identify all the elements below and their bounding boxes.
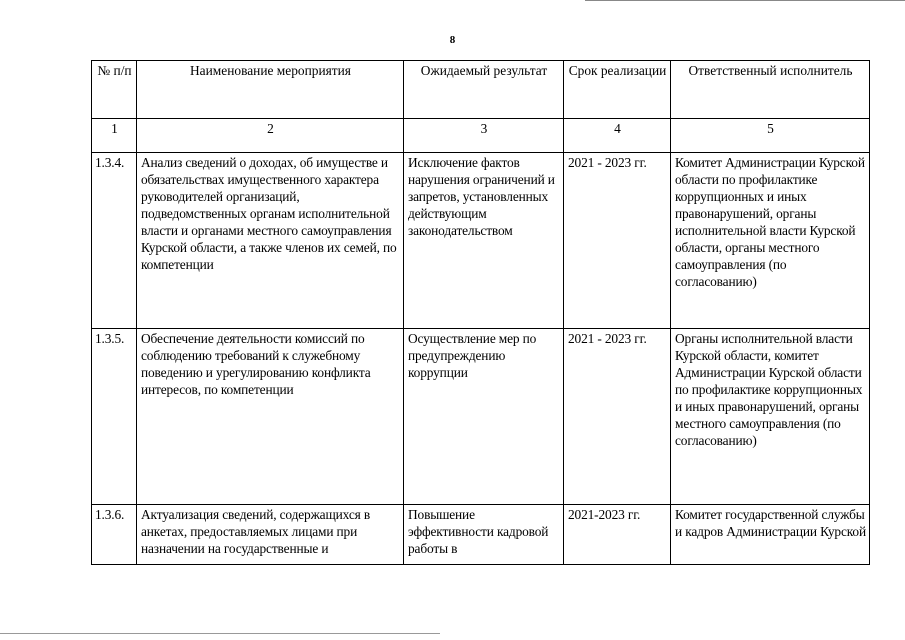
- row-activity: Анализ сведений о доходах, об имуществе и обязательствах имущественного характера руководителей организаций, подведомственных органам исполнительной власти и органами местного самоуправления Курской области, а также членов их семей, по компетенции: [137, 153, 404, 329]
- row-activity: Обеспечение деятельности комиссий по соблюдению требований к служебному поведению и урегулированию конфликта интересов, по компетенции: [137, 329, 404, 505]
- row-period: 2021 - 2023 гг.: [564, 329, 671, 505]
- row-responsible: Комитет Администрации Курской области по профилактике коррупционных и иных правонарушений, органы исполнительной власти Курской области, органы местного самоуправления (по согласованию): [671, 153, 870, 329]
- page-number: 8: [449, 34, 456, 46]
- column-number: 4: [564, 119, 671, 153]
- header-number: № п/п: [92, 61, 137, 119]
- column-number-row: [92, 119, 870, 153]
- row-number: 1.3.5.: [92, 329, 137, 505]
- table-header-row: [92, 61, 870, 119]
- top-edge-rule: [585, 0, 905, 1]
- header-result: Ожидаемый результат: [404, 61, 564, 119]
- header-activity: Наименование мероприятия: [137, 61, 404, 119]
- column-number: 5: [671, 119, 870, 153]
- header-period: Срок реализации: [564, 61, 671, 119]
- table-row: [92, 329, 870, 505]
- row-result: Повышение эффективности кадровой работы в: [404, 505, 564, 565]
- column-number: 2: [137, 119, 404, 153]
- row-number: 1.3.4.: [92, 153, 137, 329]
- column-number: 3: [404, 119, 564, 153]
- bottom-edge-rule: [0, 633, 440, 634]
- row-activity: Актуализация сведений, содержащихся в анкетах, предоставляемых лицами при назначении на государственные и: [137, 505, 404, 565]
- row-responsible: Комитет государственной службы и кадров Администрации Курской: [671, 505, 870, 565]
- column-number: 1: [92, 119, 137, 153]
- row-period: 2021 - 2023 гг.: [564, 153, 671, 329]
- row-responsible: Органы исполнительной власти Курской области, комитет Администрации Курской области по профилактике коррупционных и иных правонарушений, органы местного самоуправления (по согласованию): [671, 329, 870, 505]
- row-period: 2021-2023 гг.: [564, 505, 671, 565]
- header-responsible: Ответственный исполнитель: [671, 61, 870, 119]
- row-number: 1.3.6.: [92, 505, 137, 565]
- row-result: Исключение фактов нарушения ограничений и запретов, установленных действующим законодательством: [404, 153, 564, 329]
- table-row: [92, 505, 870, 565]
- measures-table: [91, 60, 870, 565]
- table-row: [92, 153, 870, 329]
- row-result: Осуществление мер по предупреждению коррупции: [404, 329, 564, 505]
